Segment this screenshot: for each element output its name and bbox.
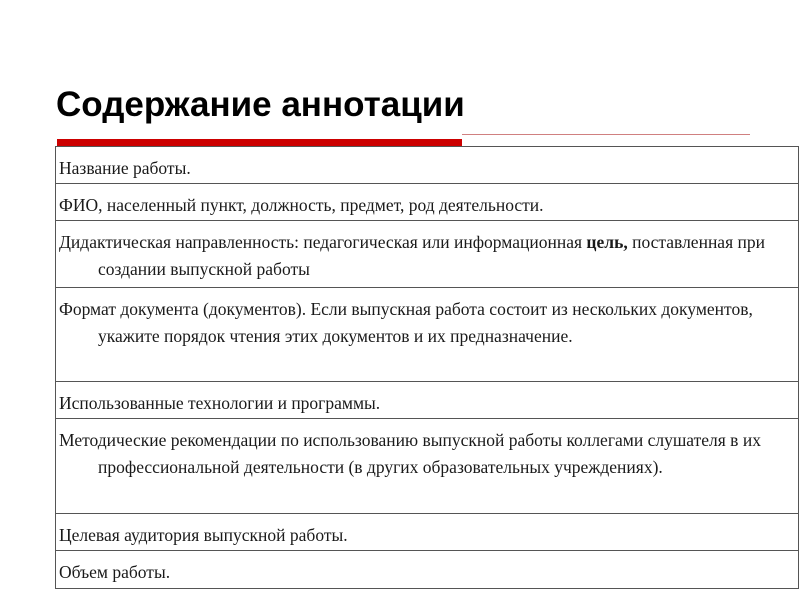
row-text: Объем работы. bbox=[59, 562, 171, 582]
title-accent-bar bbox=[57, 139, 462, 146]
annotation-contents-table bbox=[55, 146, 799, 589]
row-text: Формат документа (документов). Если выпускная работа состоит из нескольких документов, укажите порядок чтения этих документов и их предназначение. bbox=[59, 299, 753, 346]
row-bold-text: цель, bbox=[586, 232, 628, 252]
row-text: Методические рекомендации по использованию выпускной работы коллегами слушателя в их профессиональной деятельности (в других образовательных учреждениях). bbox=[59, 430, 761, 477]
row-text: Название работы. bbox=[59, 158, 191, 178]
title-accent-line bbox=[462, 134, 750, 135]
row-text-continued: поставленная при создании выпускной работы bbox=[98, 232, 765, 279]
row-text: Целевая аудитория выпускной работы. bbox=[59, 525, 348, 545]
row-text: ФИО, населенный пункт, должность, предмет, род деятельности. bbox=[59, 195, 544, 215]
slide-title: Содержание аннотации bbox=[56, 85, 465, 124]
table-row-recommendations bbox=[56, 418, 798, 513]
row-text: Дидактическая направленность: педагогическая или информационная bbox=[59, 232, 587, 252]
table-row-title bbox=[56, 146, 798, 183]
table-row-technologies bbox=[56, 381, 798, 418]
table-row-volume bbox=[56, 550, 798, 588]
table-row-document-format bbox=[56, 287, 798, 381]
table-row-author bbox=[56, 183, 798, 220]
table-row-didactic-focus bbox=[56, 220, 798, 287]
table-row-target-audience bbox=[56, 513, 798, 550]
row-text: Использованные технологии и программы. bbox=[59, 393, 381, 413]
